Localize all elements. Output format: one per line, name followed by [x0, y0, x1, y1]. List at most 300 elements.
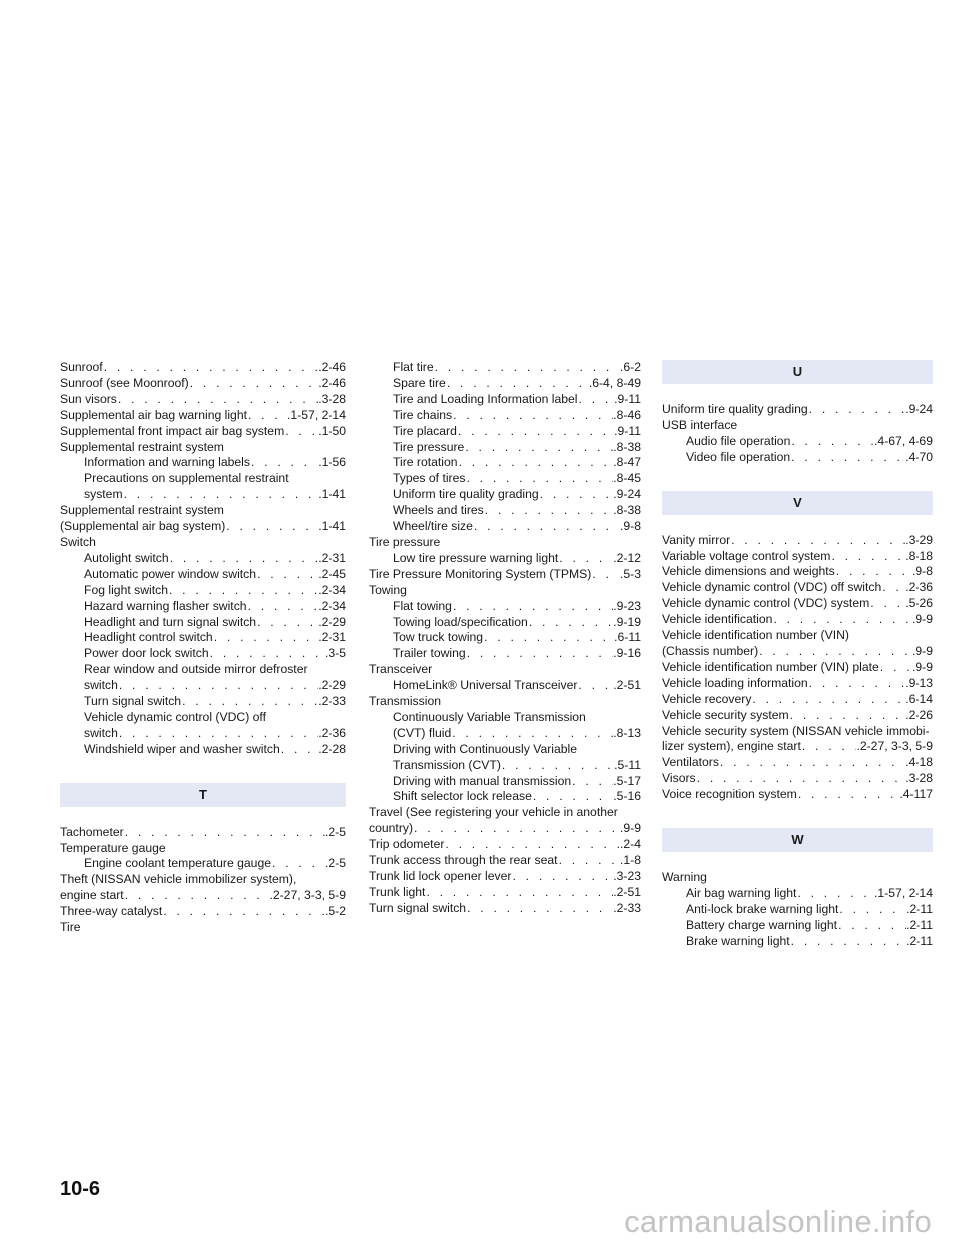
dot-leader [250, 455, 318, 471]
index-entry [369, 758, 641, 774]
dot-leader [835, 564, 912, 580]
dot-leader [452, 599, 613, 615]
index-entry-text: Tire placard [393, 423, 457, 438]
index-entry [369, 519, 641, 535]
index-entry-page-ref: .2-31 [318, 550, 346, 565]
index-entry-page-ref: .9-11 [614, 391, 641, 406]
dot-leader [124, 825, 325, 841]
index-entry [369, 789, 641, 805]
index-entry-page-ref: .3-23 [613, 869, 641, 883]
index-subheading: Rear window and outside mirror defroster [84, 662, 308, 677]
index-entry [369, 408, 641, 424]
index-heading: Warning [662, 870, 707, 885]
index-entry [662, 771, 933, 787]
index-entry-text: country) [369, 821, 414, 836]
index-entry [60, 615, 346, 631]
dot-leader [256, 567, 318, 583]
dot-leader [837, 918, 906, 934]
index-entry-text: Tire chains [393, 407, 453, 422]
dot-leader [162, 904, 325, 920]
index-heading: Transceiver [369, 662, 433, 677]
index-entry-page-ref: .9-11 [614, 423, 641, 438]
index-column-3 [662, 360, 933, 950]
dot-leader [458, 455, 614, 471]
dot-leader [796, 886, 874, 902]
index-entry [369, 567, 641, 583]
index-entry [60, 583, 346, 599]
index-entry-text: Types of tires [393, 471, 466, 486]
dot-leader [483, 630, 614, 646]
dot-leader [473, 519, 620, 535]
dot-leader [103, 360, 319, 376]
index-entry-page-ref: .2-27, 3-3, 5-9 [856, 739, 933, 754]
index-entry-text: Video file operation [686, 449, 791, 464]
dot-leader [532, 789, 613, 805]
index-entry [60, 599, 346, 615]
index-entry [60, 376, 346, 392]
index-heading: Temperature gauge [60, 840, 166, 855]
index-entry-text: Vehicle loading information [662, 675, 808, 690]
section-header: T [60, 783, 346, 807]
page-number: 10-6 [60, 1178, 101, 1200]
index-entry-text: system [84, 487, 123, 502]
index-entry-text: (Chassis number) [662, 643, 759, 658]
index-entry [60, 694, 346, 710]
index-entry [369, 869, 641, 885]
index-entry [369, 392, 641, 408]
index-entry-text: Tow truck towing [393, 630, 484, 645]
index-entry-text: Tire and Loading Information label [393, 391, 578, 406]
dot-leader [434, 360, 620, 376]
index-entry-page-ref: .2-12 [613, 550, 641, 565]
index-entry-page-ref: .9-13 [905, 675, 933, 690]
index-entry [662, 644, 933, 660]
index-entry-text: Low tire pressure warning light [393, 550, 559, 565]
dot-leader [457, 424, 614, 440]
index-entry [662, 918, 933, 934]
index-entry-text: Flat towing [393, 598, 452, 613]
index-entry-page-ref: .2-33 [318, 694, 346, 709]
index-entry-text: lizer system), engine start [662, 739, 801, 754]
dot-leader [696, 771, 906, 787]
index-entry-text: Spare tire [393, 375, 446, 390]
index-entry-page-ref: .2-4 [619, 837, 641, 852]
dot-leader [751, 692, 905, 708]
index-entry-page-ref: .2-31 [318, 630, 346, 645]
index-entry [369, 487, 641, 503]
index-entry [662, 787, 933, 803]
index-entry-text: Tire Pressure Monitoring System (TPMS) [369, 566, 592, 581]
index-heading: Supplemental restraint system [60, 439, 224, 454]
index-entry-text: Headlight control switch [84, 630, 213, 645]
index-entry-page-ref: .1-57, 2-14 [287, 407, 346, 422]
index-entry-text: Headlight and turn signal switch [84, 614, 257, 629]
index-entry [369, 471, 641, 487]
dot-leader [256, 615, 318, 631]
index-heading: Vehicle identification number (VIN) [662, 628, 849, 643]
index-entry-text: Tire pressure [393, 439, 465, 454]
index-entry-page-ref: .9-19 [613, 614, 641, 629]
index-entry-page-ref: .5-16 [613, 789, 641, 804]
index-entry-text: Transmission (CVT) [393, 757, 501, 772]
index-entry [662, 739, 933, 755]
index-entry-page-ref: .8-18 [905, 548, 933, 563]
dot-leader [558, 551, 613, 567]
dot-leader [446, 376, 589, 392]
dot-leader [247, 408, 287, 424]
index-entry-text: Automatic power window switch [84, 566, 257, 581]
dot-leader [838, 902, 906, 918]
index-entry-text: engine start [60, 888, 124, 903]
index-entry [60, 678, 346, 694]
index-entry [662, 533, 933, 549]
index-entry-page-ref: .9-8 [911, 564, 933, 579]
index-entry [662, 612, 933, 628]
index-entry-page-ref: .8-38 [613, 439, 641, 454]
dot-leader [213, 630, 319, 646]
index-entry-page-ref: .2-29 [318, 614, 346, 629]
index-entry-page-ref: .2-36 [318, 725, 346, 740]
index-entry-page-ref: .2-51 [613, 884, 641, 899]
index-entry-text: Wheel/tire size [393, 519, 473, 534]
dot-leader [169, 551, 319, 567]
index-entry [662, 676, 933, 692]
index-entry-text: Air bag warning light [686, 885, 797, 900]
watermark-text: carmanualsonline.info [624, 1204, 932, 1239]
index-entry-text: Anti-lock brake warning light [686, 901, 839, 916]
index-entry-text: Uniform tire quality grading [393, 487, 539, 502]
index-entry-page-ref: .1-41 [318, 519, 346, 534]
index-entry [60, 551, 346, 567]
section-header: V [662, 491, 933, 515]
index-entry-page-ref: .2-46 [318, 375, 346, 390]
index-entry-page-ref: .8-38 [613, 503, 641, 518]
index-entry-text: Information and warning labels [84, 455, 250, 470]
index-entry [369, 853, 641, 869]
dot-leader [790, 434, 874, 450]
index-entry-text: switch [84, 678, 118, 693]
dot-leader [772, 612, 912, 628]
index-subheading: Precautions on supplemental restraint [84, 471, 289, 486]
index-entry [369, 360, 641, 376]
index-entry-page-ref: .5-11 [614, 757, 641, 772]
index-entry [662, 886, 933, 902]
dot-leader [284, 424, 318, 440]
index-entry-page-ref: .2-11 [906, 917, 933, 932]
index-entry-page-ref: .2-33 [613, 900, 641, 915]
index-entry-page-ref: .4-67, 4-69 [874, 433, 933, 448]
index-entry [369, 455, 641, 471]
index-entry [60, 726, 346, 742]
index-entry-text: Vehicle dimensions and weights [662, 564, 835, 579]
section-header: U [662, 360, 933, 384]
index-entry-page-ref: .2-34 [318, 582, 346, 597]
index-entry [369, 630, 641, 646]
index-entry-text: Turn signal switch [84, 694, 182, 709]
index-entry [662, 755, 933, 771]
index-entry [662, 692, 933, 708]
index-entry [662, 660, 933, 676]
index-entry-text: Vehicle security system [662, 707, 789, 722]
index-heading: Vehicle security system (NISSAN vehicle immobi- [662, 723, 930, 738]
index-entry-text: Power door lock switch [84, 646, 209, 661]
index-entry [369, 503, 641, 519]
dot-leader [801, 739, 857, 755]
index-entry-page-ref: .2-11 [906, 933, 933, 948]
dot-leader [879, 660, 912, 676]
index-entry [662, 934, 933, 950]
index-entry-text: Sunroof (see Moonroof) [60, 375, 189, 390]
index-entry [60, 630, 346, 646]
index-entry-text: Sun visors [60, 391, 117, 406]
dot-leader [501, 758, 614, 774]
index-entry-page-ref: .2-51 [613, 678, 641, 693]
index-subheading: Driving with Continuously Variable [393, 741, 578, 756]
dot-leader [451, 726, 613, 742]
index-entry-text: Tire rotation [393, 455, 458, 470]
index-entry-text: Autolight switch [84, 550, 169, 565]
index-entry-text: Supplemental air bag warning light [60, 407, 247, 422]
index-entry-page-ref: .1-50 [318, 423, 346, 438]
index-heading: Transmission [369, 694, 442, 709]
index-entry-page-ref: .3-28 [318, 391, 346, 406]
dot-leader [118, 678, 318, 694]
index-subheading: Vehicle dynamic control (VDC) off [84, 709, 266, 724]
dot-leader [591, 567, 620, 583]
index-entry-text: Vehicle identification number (VIN) plate [662, 659, 879, 674]
index-entry-text: Vanity mirror [662, 532, 731, 547]
index-entry-page-ref: .6-4, 8-49 [588, 375, 641, 390]
index-entry-page-ref: .8-13 [613, 725, 641, 740]
index-entry [369, 885, 641, 901]
index-entry [369, 615, 641, 631]
index-entry [60, 742, 346, 758]
index-entry-page-ref: .6-2 [619, 360, 641, 374]
index-entry-page-ref: .9-9 [911, 659, 933, 674]
index-entry-text: Audio file operation [686, 433, 791, 448]
dot-leader [118, 726, 318, 742]
dot-leader [790, 450, 905, 466]
index-entry-page-ref: .3-5 [324, 646, 346, 661]
index-entry [369, 774, 641, 790]
index-entry [662, 596, 933, 612]
index-entry-text: Trunk lid lock opener lever [369, 869, 512, 883]
index-entry [369, 376, 641, 392]
index-entry-text: Visors [662, 771, 696, 786]
index-entry-text: Hazard warning flasher switch [84, 598, 247, 613]
index-entry-text: Fog light switch [84, 582, 168, 597]
index-subheading: Continuously Variable Transmission [393, 709, 586, 724]
dot-leader [808, 676, 906, 692]
index-entry [662, 549, 933, 565]
index-entry-page-ref: .5-3 [619, 566, 641, 581]
index-entry-text: Windshield wiper and washer switch [84, 741, 280, 756]
index-entry [60, 360, 346, 376]
index-entry-text: Vehicle dynamic control (VDC) off switch [662, 580, 882, 595]
index-entry [60, 455, 346, 471]
index-entry-page-ref: .4-18 [905, 755, 933, 770]
index-entry-page-ref: .2-5 [324, 824, 346, 839]
index-entry [662, 402, 933, 418]
index-entry [60, 408, 346, 424]
dot-leader [123, 487, 319, 503]
index-entry-page-ref: .2-11 [906, 901, 933, 916]
index-entry-text: Shift selector lock release [393, 789, 532, 804]
index-entry-text: switch [84, 725, 118, 740]
index-entry-page-ref: .2-5 [324, 856, 346, 871]
dot-leader [758, 644, 912, 660]
index-entry-page-ref: .1-41 [318, 487, 346, 502]
dot-leader [869, 596, 905, 612]
index-entry-text: Vehicle recovery [662, 691, 752, 706]
index-entry-page-ref: .6-11 [614, 630, 641, 645]
index-entry-page-ref: .2-27, 3-3, 5-9 [269, 888, 346, 903]
index-heading: Switch [60, 534, 96, 549]
index-entry-text: Wheels and tires [393, 503, 484, 518]
dot-leader [881, 580, 905, 596]
index-heading: Tire [60, 920, 81, 935]
index-column-2 [369, 360, 641, 917]
index-entry [60, 519, 346, 535]
index-entry-text: Flat tire [393, 360, 434, 374]
index-entry-page-ref: .4-117 [899, 787, 933, 802]
index-entry-text: Variable voltage control system [662, 548, 831, 563]
dot-leader [225, 519, 318, 535]
dot-leader [797, 787, 900, 803]
index-entry [60, 646, 346, 662]
index-entry [369, 599, 641, 615]
index-entry-page-ref: .8-46 [613, 407, 641, 422]
dot-leader [209, 646, 325, 662]
dot-leader [466, 901, 613, 917]
index-entry-page-ref: .5-17 [613, 773, 641, 788]
index-entry-page-ref: .9-9 [911, 643, 933, 658]
dot-leader [790, 934, 906, 950]
index-entry-page-ref: .4-70 [905, 449, 933, 464]
index-entry-text: Voice recognition system [662, 787, 797, 802]
index-entry-page-ref: .5-2 [324, 904, 346, 919]
index-entry [662, 580, 933, 596]
index-entry-page-ref: .9-23 [613, 598, 641, 613]
index-entry [60, 904, 346, 920]
index-entry-text: Driving with manual transmission [393, 773, 572, 788]
index-entry [662, 564, 933, 580]
index-entry-page-ref: .5-26 [905, 596, 933, 611]
index-entry-page-ref: .2-34 [318, 598, 346, 613]
index-entry-text: Tachometer [60, 824, 124, 839]
dot-leader [466, 646, 614, 662]
index-entry [369, 551, 641, 567]
index-entry-page-ref: .2-46 [318, 360, 346, 374]
index-entry-text: Towing load/specification [393, 614, 528, 629]
index-entry-page-ref: .9-9 [619, 821, 641, 836]
index-entry [369, 726, 641, 742]
index-entry-text: Vehicle dynamic control (VDC) system [662, 596, 870, 611]
index-entry-page-ref: .9-24 [613, 487, 641, 502]
index-entry [369, 646, 641, 662]
index-entry-text: Sunroof [60, 360, 103, 374]
index-entry-text: Ventilators [662, 755, 719, 770]
index-entry [662, 708, 933, 724]
index-entry-text: Trip odometer [369, 837, 445, 852]
dot-leader [168, 583, 318, 599]
dot-leader [247, 599, 319, 615]
index-entry-text: Vehicle identification [662, 612, 773, 627]
index-entry-text: HomeLink® Universal Transceiver [393, 678, 578, 693]
index-heading: Tire pressure [369, 534, 441, 549]
index-entry-text: Trailer towing [393, 646, 466, 661]
index-heading: USB interface [662, 417, 738, 432]
index-entry [369, 424, 641, 440]
index-entry-page-ref: .9-24 [905, 402, 933, 416]
index-entry-text: Trunk light [369, 884, 426, 899]
index-entry-page-ref: .2-26 [905, 707, 933, 722]
index-entry-text: Supplemental front impact air bag system [60, 423, 285, 438]
index-entry-text: Three-way catalyst [60, 904, 163, 919]
index-entry-page-ref: .9-16 [613, 646, 641, 661]
index-entry-page-ref: .3-28 [905, 771, 933, 786]
dot-leader [577, 678, 613, 694]
index-entry-page-ref: .2-45 [318, 566, 346, 581]
dot-leader [511, 869, 613, 885]
index-column-1 [60, 360, 346, 936]
index-entry-page-ref: .1-8 [619, 853, 641, 868]
dot-leader [181, 694, 318, 710]
dot-leader [189, 376, 319, 392]
dot-leader [117, 392, 318, 408]
index-entry-text: Uniform tire quality grading [662, 402, 808, 416]
index-heading: Theft (NISSAN vehicle immobilizer system), [60, 872, 297, 887]
dot-leader [280, 742, 318, 758]
index-entry-page-ref: .9-9 [911, 612, 933, 627]
dot-leader [413, 821, 620, 837]
index-entry-text: (Supplemental air bag system) [60, 519, 226, 534]
index-heading: Supplemental restraint system [60, 503, 224, 518]
index-entry [60, 392, 346, 408]
dot-leader [830, 549, 905, 565]
index-entry [60, 567, 346, 583]
index-entry [60, 856, 346, 872]
index-entry-page-ref: .8-47 [613, 455, 641, 470]
index-entry-page-ref: .9-8 [619, 519, 641, 534]
dot-leader [578, 392, 615, 408]
index-entry-page-ref: .2-28 [318, 741, 346, 756]
index-entry-page-ref: .1-57, 2-14 [874, 885, 933, 900]
index-entry [369, 678, 641, 694]
dot-leader [539, 487, 614, 503]
dot-leader [464, 440, 613, 456]
dot-leader [465, 471, 613, 487]
index-entry-page-ref: .6-14 [905, 691, 933, 706]
dot-leader [808, 402, 906, 418]
dot-leader [730, 533, 905, 549]
index-entry [369, 821, 641, 837]
index-entry [60, 487, 346, 503]
index-entry-page-ref: .2-29 [318, 678, 346, 693]
dot-leader [124, 888, 270, 904]
index-entry [369, 440, 641, 456]
dot-leader [528, 615, 613, 631]
index-entry [369, 837, 641, 853]
index-entry-page-ref: .8-45 [613, 471, 641, 486]
index-entry [60, 825, 346, 841]
dot-leader [452, 408, 613, 424]
index-entry [662, 902, 933, 918]
dot-leader [571, 774, 613, 790]
dot-leader [425, 885, 613, 901]
index-entry-text: Brake warning light [686, 933, 790, 948]
dot-leader [444, 837, 620, 853]
